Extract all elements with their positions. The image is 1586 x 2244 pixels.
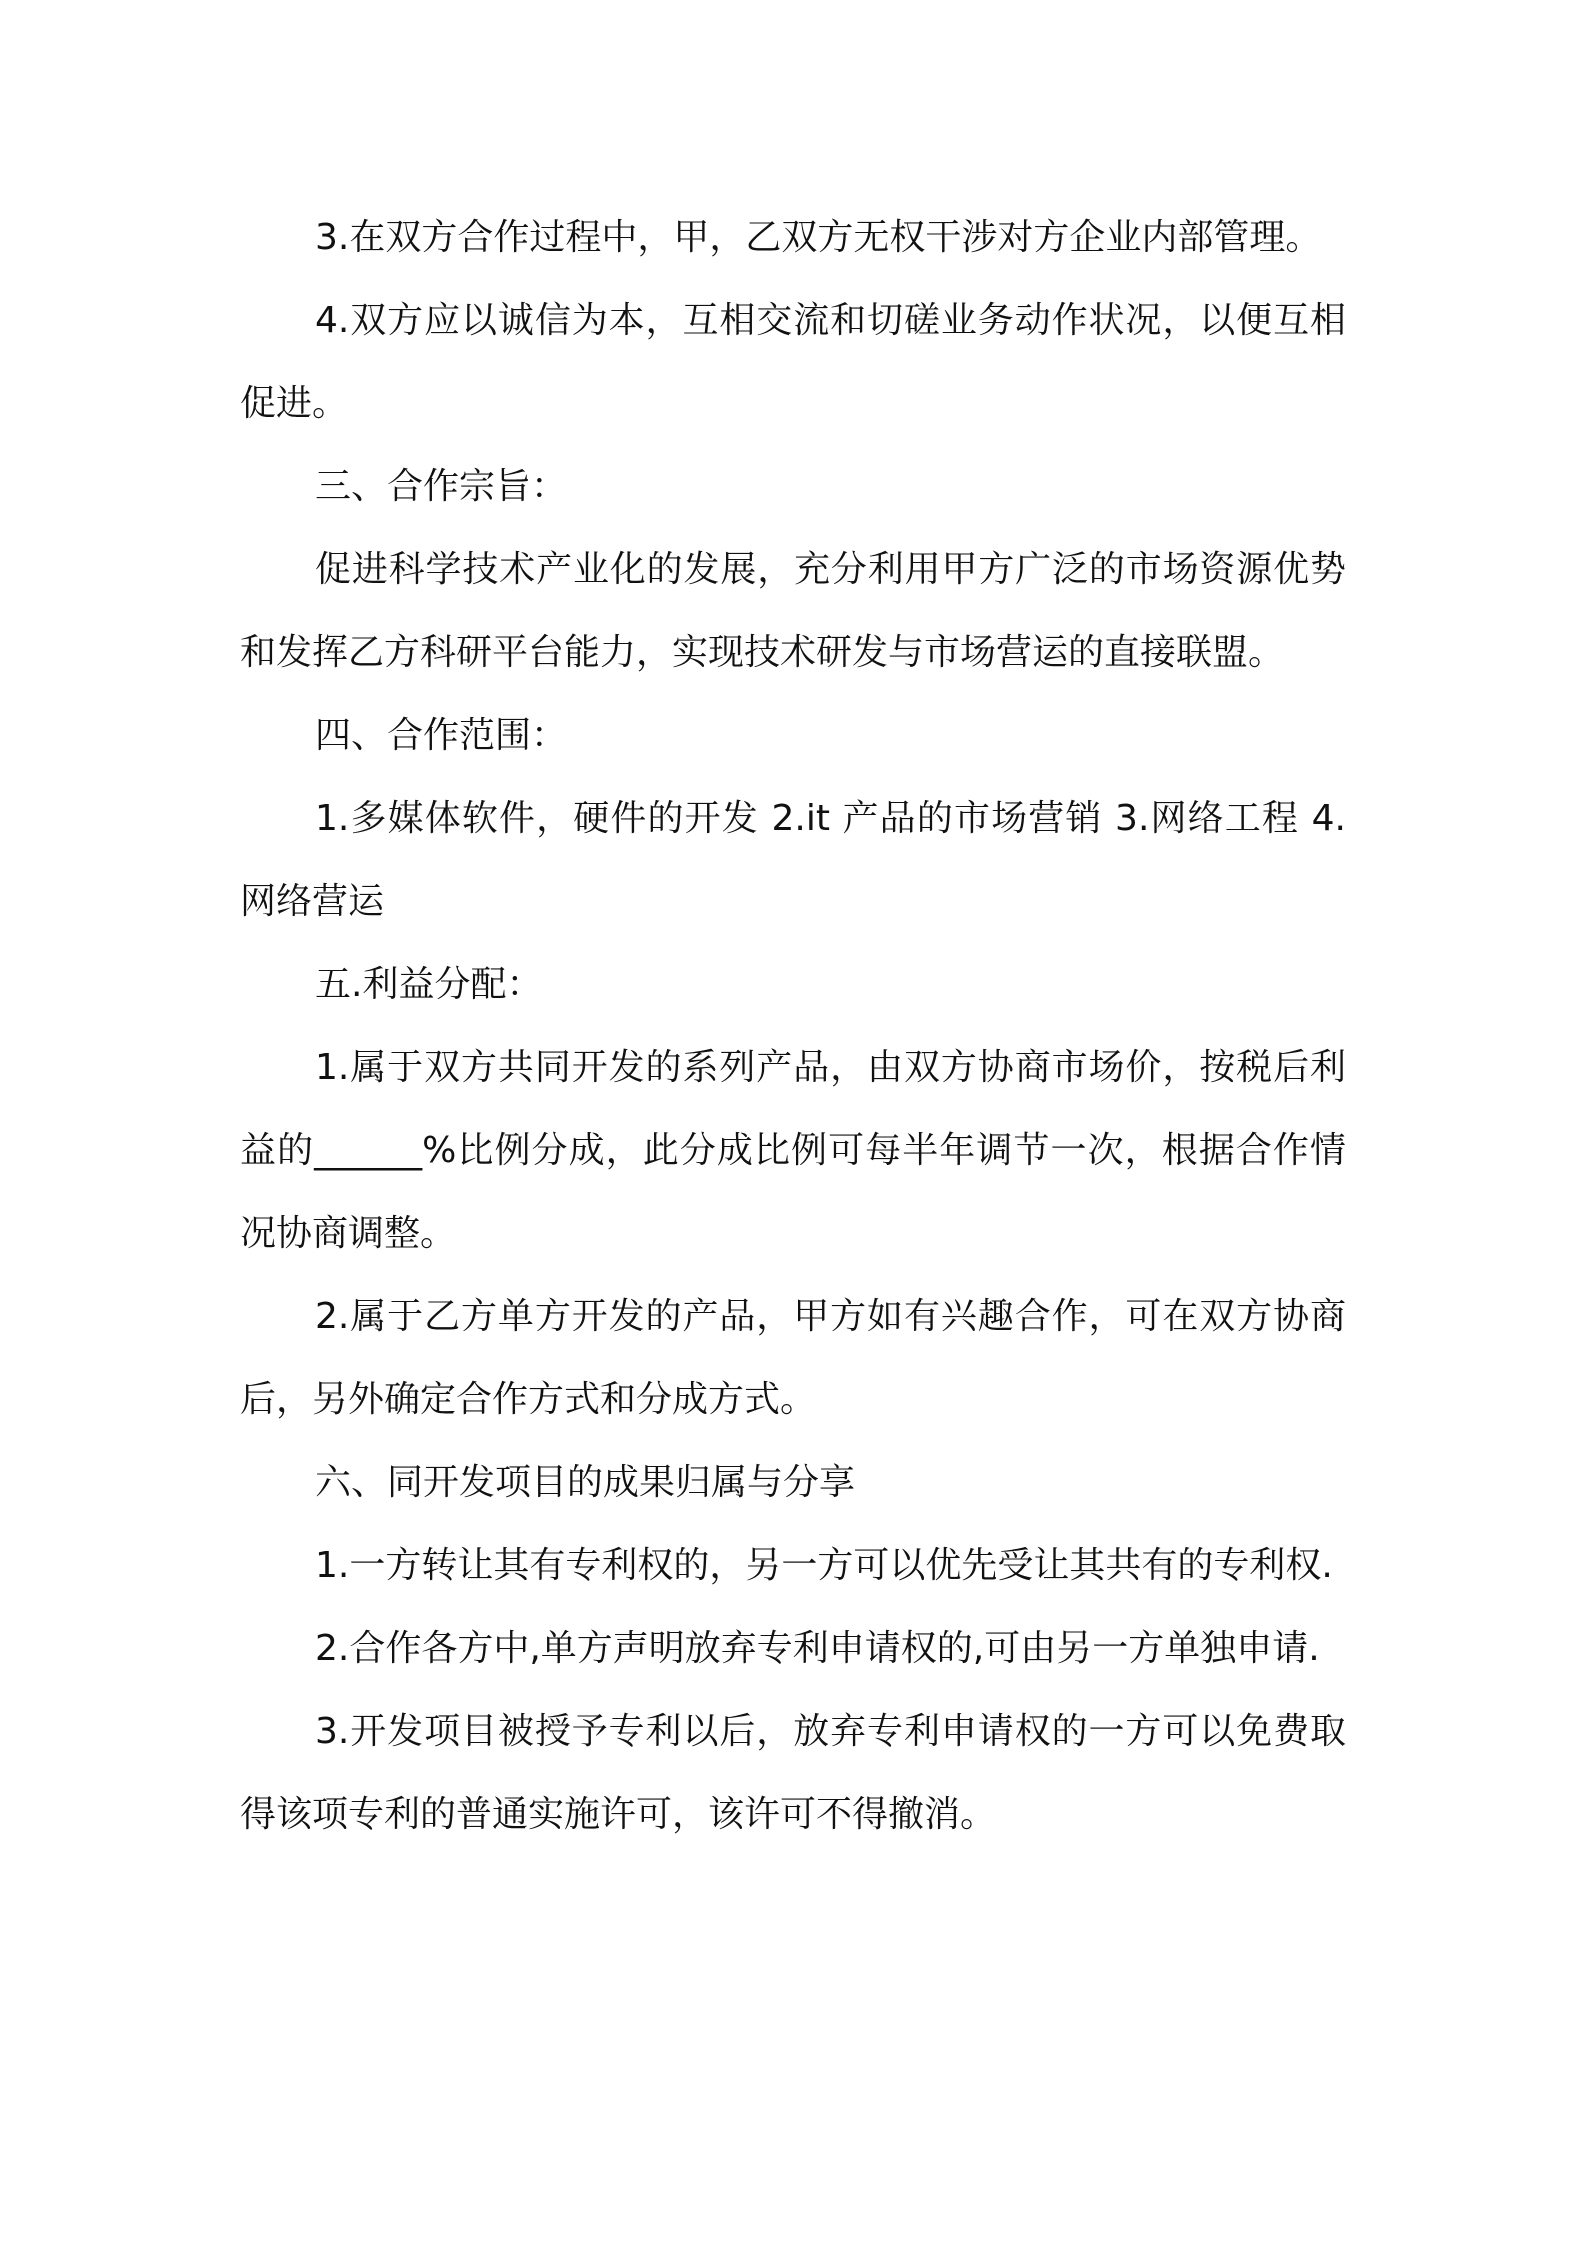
section-heading-scope: 四、合作范围： xyxy=(315,715,568,756)
section-heading-results-ownership: 六、同开发项目的成果归属与分享 xyxy=(315,1462,856,1503)
patent-clause-2: 2.合作各方中,单方声明放弃专利申请权的,可由另一方单独申请. xyxy=(315,1628,1320,1669)
profit-clause-2: 2.属于乙方单方开发的产品，甲方如有兴趣合作，可在双方协商后，另外确定合作方式和分成方式。 xyxy=(240,1296,1346,1420)
patent-clause-3: 3.开发项目被授予专利以后，放弃专利申请权的一方可以免费取得该项专利的普通实施许可，该许可不得撤消。 xyxy=(240,1711,1346,1835)
document-body xyxy=(240,196,1346,1856)
section-heading-purpose: 三、合作宗旨： xyxy=(315,466,568,507)
patent-clause-1: 1.一方转让其有专利权的，另一方可以优先受让其共有的专利权. xyxy=(315,1545,1333,1586)
scope-paragraph: 1.多媒体软件，硬件的开发 2.it 产品的市场营销 3.网络工程 4.网络营运 xyxy=(240,798,1346,922)
profit-clause-1: 1.属于双方共同开发的系列产品，由双方协商市场价，按税后利益的______%比例分成，此分成比例可每半年调节一次，根据合作情况协商调整。 xyxy=(240,1047,1346,1254)
clause-4-integrity: 4.双方应以诚信为本，互相交流和切磋业务动作状况，以便互相促进。 xyxy=(240,300,1346,424)
clause-3-no-interference: 3.在双方合作过程中，甲，乙双方无权干涉对方企业内部管理。 xyxy=(315,217,1322,258)
section-heading-profit-distribution: 五.利益分配： xyxy=(315,964,543,1005)
purpose-paragraph: 促进科学技术产业化的发展，充分利用甲方广泛的市场资源优势和发挥乙方科研平台能力，实现技术研发与市场营运的直接联盟。 xyxy=(240,549,1346,673)
